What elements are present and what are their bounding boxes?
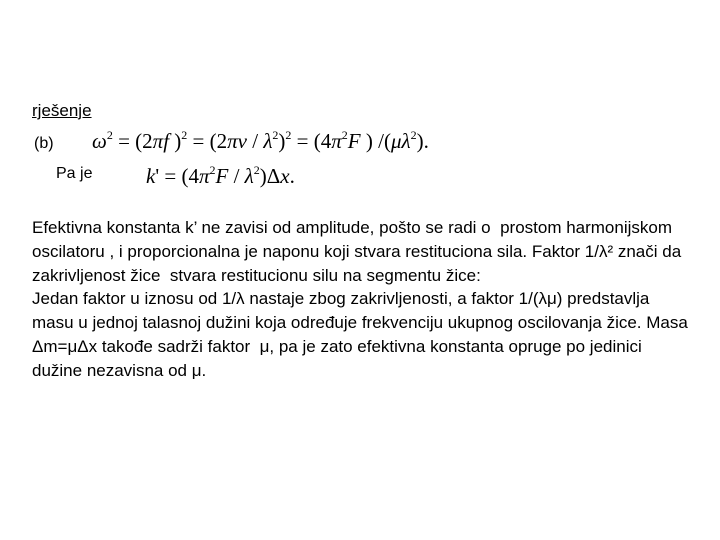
explanation-paragraph [32, 216, 692, 383]
explanation-line-2: Jedan faktor u iznosu od 1/λ nastaje zbog zakrivljenosti, a faktor 1/(λμ) predstavlja masu u jednoj talasnoj dužini koja određuje frekvenciju ukupnog oscilovanja žice. Masa Δm=μΔx takođe sadrži faktor μ, pa je zato efektivna konstanta opruge po jedinici dužine nezavisna od μ. [32, 289, 693, 380]
equation-k: $k' = (4\pi^2F / \lambda^2)\Delta x$. [146, 163, 295, 188]
section-heading: rješenje [32, 101, 92, 120]
part-b-label: (b) [34, 135, 54, 152]
equation-omega: $\omega^2 = (2\pi f$ )$^2 = (2\pi v / \lambda^2)^2 = (4\pi^2F$ ) $/(\mu\lambda^2)$. [92, 128, 429, 153]
pa-je-label: Pa je [56, 165, 93, 182]
explanation-line-1: Efektivna konstanta k’ ne zavisi od amplitude, pošto se radi o prostom harmonijskom oscilatoru , i proporcionalna je naponu koji stvara restituciona sila. Faktor 1/λ² znači da zakrivljenost žice stvara restitucionu silu na segmentu žice: [32, 218, 686, 285]
